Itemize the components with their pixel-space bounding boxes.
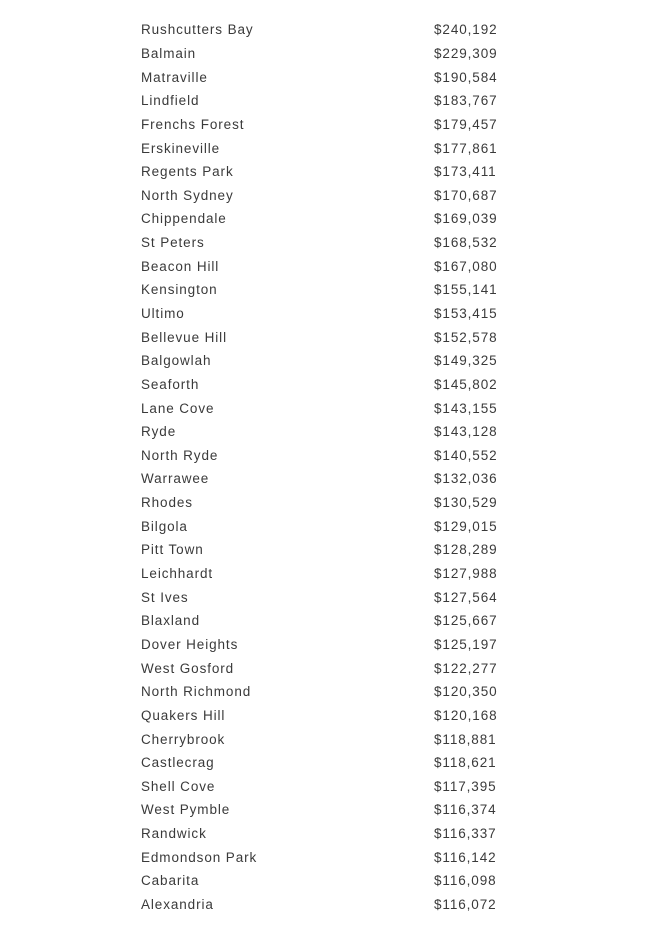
suburb-name: Chippendale xyxy=(141,211,227,227)
suburb-name: Kensington xyxy=(141,282,218,298)
suburb-price: $118,621 xyxy=(434,755,497,771)
suburb-price: $125,197 xyxy=(434,636,498,652)
list-row xyxy=(141,420,521,444)
list-row xyxy=(141,562,521,586)
list-row xyxy=(141,467,521,491)
list-row xyxy=(141,845,521,869)
suburb-price: $145,802 xyxy=(434,376,498,392)
suburb-name: West Pymble xyxy=(141,802,231,818)
list-row xyxy=(141,373,521,397)
suburb-price: $240,192 xyxy=(434,22,498,38)
suburb-price: $168,532 xyxy=(434,235,498,251)
suburb-price-list xyxy=(141,18,521,916)
list-row xyxy=(141,633,521,657)
suburb-name: Randwick xyxy=(141,826,207,842)
suburb-price: $143,155 xyxy=(434,400,498,416)
suburb-price: $153,415 xyxy=(434,306,498,321)
list-row xyxy=(141,396,521,420)
suburb-price: $170,687 xyxy=(434,187,498,203)
suburb-price: $116,098 xyxy=(434,873,497,889)
suburb-name: Rhodes xyxy=(141,495,193,511)
suburb-name: St Ives xyxy=(141,589,189,605)
list-row xyxy=(141,89,521,113)
list-row xyxy=(141,160,521,184)
suburb-name: Ryde xyxy=(141,424,177,440)
suburb-name: West Gosford xyxy=(141,660,235,676)
suburb-name: Lindfield xyxy=(141,93,200,109)
suburb-price: $120,168 xyxy=(434,707,498,723)
suburb-name: Warrawee xyxy=(141,471,210,487)
list-row xyxy=(141,113,521,137)
suburb-price: $116,142 xyxy=(434,849,497,865)
list-row xyxy=(141,751,521,775)
list-row xyxy=(141,65,521,89)
suburb-name: Alexandria xyxy=(141,897,214,913)
list-row xyxy=(141,325,521,349)
suburb-name: Cabarita xyxy=(141,873,200,889)
suburb-name: Seaforth xyxy=(141,376,200,392)
suburb-name: North Sydney xyxy=(141,187,234,203)
suburb-name: Balmain xyxy=(141,45,197,61)
suburb-price: $118,881 xyxy=(434,731,497,747)
suburb-name: Blaxland xyxy=(141,613,200,629)
suburb-name: Balgowlah xyxy=(141,353,212,369)
suburb-name: Erskineville xyxy=(141,140,221,156)
list-row xyxy=(141,704,521,728)
suburb-price: $117,395 xyxy=(434,778,497,794)
list-row xyxy=(141,278,521,302)
suburb-price: $190,584 xyxy=(434,69,498,85)
suburb-name: Rushcutters Bay xyxy=(141,22,254,38)
suburb-name: Matraville xyxy=(141,69,208,85)
suburb-price: $229,309 xyxy=(434,45,498,61)
suburb-price: $129,015 xyxy=(434,518,498,534)
suburb-price: $167,080 xyxy=(434,258,498,274)
suburb-price: $127,988 xyxy=(434,566,498,582)
suburb-price: $183,767 xyxy=(434,93,498,109)
suburb-name: Ultimo xyxy=(141,306,185,321)
suburb-price: $173,411 xyxy=(434,164,497,180)
suburb-price: $177,861 xyxy=(434,140,498,156)
suburb-name: Castlecrag xyxy=(141,755,215,771)
list-row xyxy=(141,42,521,66)
suburb-price: $130,529 xyxy=(434,495,498,511)
suburb-name: North Richmond xyxy=(141,684,252,700)
suburb-name: North Ryde xyxy=(141,447,219,463)
suburb-price: $128,289 xyxy=(434,542,498,558)
suburb-name: Lane Cove xyxy=(141,400,215,416)
suburb-price: $152,578 xyxy=(434,329,498,345)
list-row xyxy=(141,538,521,562)
suburb-price: $143,128 xyxy=(434,424,498,440)
list-row xyxy=(141,349,521,373)
suburb-name: St Peters xyxy=(141,235,205,251)
suburb-name: Frenchs Forest xyxy=(141,116,245,132)
list-row xyxy=(141,136,521,160)
suburb-name: Shell Cove xyxy=(141,778,216,794)
suburb-price: $169,039 xyxy=(434,211,498,227)
suburb-name: Beacon Hill xyxy=(141,258,220,274)
list-row xyxy=(141,514,521,538)
list-row xyxy=(141,585,521,609)
list-row xyxy=(141,680,521,704)
suburb-name: Dover Heights xyxy=(141,636,239,652)
suburb-name: Cherrybrook xyxy=(141,731,226,747)
list-row xyxy=(141,727,521,751)
list-row xyxy=(141,656,521,680)
suburb-price: $116,072 xyxy=(434,897,497,913)
list-row xyxy=(141,302,521,326)
list-row xyxy=(141,254,521,278)
suburb-name: Regents Park xyxy=(141,164,234,180)
list-row xyxy=(141,444,521,468)
list-row xyxy=(141,869,521,893)
suburb-name: Quakers Hill xyxy=(141,707,226,723)
suburb-price: $155,141 xyxy=(434,282,498,298)
list-row xyxy=(141,775,521,799)
suburb-price: $122,277 xyxy=(434,660,498,676)
list-row xyxy=(141,207,521,231)
suburb-name: Pitt Town xyxy=(141,542,204,558)
suburb-price: $116,374 xyxy=(434,802,497,818)
list-row xyxy=(141,798,521,822)
suburb-name: Leichhardt xyxy=(141,566,214,582)
suburb-price: $125,667 xyxy=(434,613,498,629)
suburb-price: $120,350 xyxy=(434,684,498,700)
list-row xyxy=(141,183,521,207)
suburb-price: $132,036 xyxy=(434,471,498,487)
list-row xyxy=(141,491,521,515)
list-row xyxy=(141,609,521,633)
suburb-name: Bellevue Hill xyxy=(141,329,227,345)
suburb-price: $179,457 xyxy=(434,116,498,132)
list-row xyxy=(141,231,521,255)
suburb-price: $127,564 xyxy=(434,589,498,605)
suburb-price: $149,325 xyxy=(434,353,498,369)
suburb-price: $140,552 xyxy=(434,447,498,463)
suburb-name: Bilgola xyxy=(141,518,188,534)
list-row xyxy=(141,18,521,42)
list-row xyxy=(141,822,521,846)
suburb-name: Edmondson Park xyxy=(141,849,258,865)
list-row xyxy=(141,893,521,917)
suburb-price: $116,337 xyxy=(434,826,497,842)
